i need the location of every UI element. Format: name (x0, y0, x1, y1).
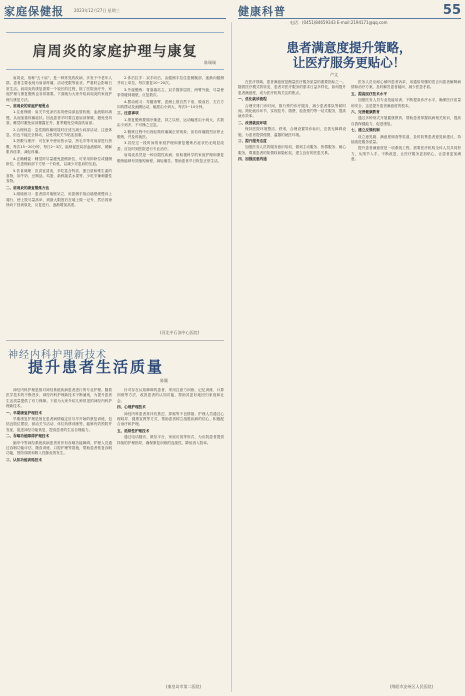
section-heading: 六、完善健康教育 (351, 110, 380, 115)
section-heading: 七、建立反馈机制 (351, 128, 380, 133)
paragraph: 2.体后拉手：双手向后，由健侧手拉住患侧腕部，逐渐向健侧并向上牵拉，每次重复10~20次。 (117, 76, 224, 86)
article1-column-1 (6, 76, 112, 332)
paragraph: 保持医院环境整洁、舒适，合理设置导诊标识，完善无障碍设施，为患者提供便捷、温馨的就医环境。 (238, 127, 346, 137)
section-heading: 三、认知功能训练技术 (6, 457, 42, 462)
paragraph: 提升患者满意度是一项系统工程，需要医疗机构全体人员共同努力，从细节入手，不断改进，让医疗服务更加贴心，让患者更加满意。 (351, 146, 461, 162)
left-header-date: 2023年12月27日 星期三 (74, 7, 120, 13)
section-heading: 三、提升服务态度 (238, 139, 267, 144)
article3-column-2 (351, 80, 461, 678)
paragraph: 医务人员应耐心倾听患者诉求，用通俗易懂的语言向患者解释病情和治疗方案，及时解答患者疑问，减少医患矛盾。 (351, 80, 461, 90)
paragraph: 早期康复护理是指在患者病情稳定后尽早开始的康复训练，包括良肢位摆放、被动关节活动、体位转移训练等，能够有效预防并发症，促进神经功能恢复，提高患者的生活自理能力。 (6, 417, 112, 432)
paragraph: 2.锻炼过程中出现轻微疼痛属正常现象，但若疼痛剧烈应停止锻炼，并及时就医。 (117, 129, 224, 140)
article-divider (6, 340, 224, 341)
paragraph: 3.若经过一段时间的家庭护理和康复锻炼后症状仍无明显改善，应及时到医院进行专业治疗。 (117, 141, 224, 151)
article3-title-line1: 患者满意度提升策略， (286, 40, 412, 55)
right-page-header (238, 3, 461, 19)
paragraph: 脑卒中等神经系统疾病患者常伴有吞咽功能障碍，护理人员通过吞咽功能评估、摄食训练、口腔护理等措施，帮助患者恢复吞咽功能，预防误吸和吸入性肺炎的发生。 (6, 440, 112, 456)
paragraph: 5.饮食调理：饮食宜清淡，多吃富含钙质、蛋白质和维生素的食物，如牛奶、豆制品、鸡蛋、新鲜蔬菜水果等，少吃辛辣刺激性食物。 (6, 168, 112, 184)
paragraph: 3.热敷与理疗：可在家中使用热水袋、热毛巾等对肩部进行热敷，每次15~20分钟，每日2~3次，能够促进局部血液循环，缓解肌肉痉挛，减轻疼痛。 (6, 139, 112, 155)
article1-title-box (6, 32, 224, 70)
article3-title (240, 40, 458, 70)
article2-source: (秦皇岛市第二医院) (166, 684, 202, 689)
paragraph: 肩周炎，俗称"五十肩"，是一种常见的疾病，多发于中老年人群。患者主要表现为肩部疼痛、活动受限等症状，严重时会影响日常生活。肩周炎的康复需要一个较长的过程，除了医院治疗外，家庭护理与康复锻炼也非常重要。下面就为大家介绍肩周炎的家庭护理与康复方法。 (6, 76, 112, 102)
article2-title: 提升患者生活质量 (28, 358, 165, 376)
section-heading: 二、吞咽功能障碍护理技术 (6, 434, 50, 439)
section-heading: 二、肩周炎的康复锻炼方法 (6, 185, 50, 190)
article3-author: 卢文 (330, 72, 338, 77)
section-heading: 一、优化就诊流程 (238, 97, 267, 102)
contact-line: 电话：(0451)84659343 E-mail:2194171@qq.com (290, 20, 388, 25)
right-header-title: 健康科普 (238, 4, 286, 18)
paragraph: 加强医务人员专业技能培训，不断提高诊疗水平，确保医疗质量和安全，这是提升患者满意度的根本。 (351, 98, 461, 108)
column-divider (231, 22, 232, 692)
paragraph: 通过多种形式开展健康教育，帮助患者掌握疾病相关知识，提高自我保健能力，促进康复。 (351, 116, 461, 126)
paragraph: 2.合理休息：急性期疼痛明显时应适当减少肩部活动，注意休息，但也不能完全制动，以免导致关节粘连加重。 (6, 127, 112, 138)
article2-column-2 (117, 388, 224, 678)
paragraph: 1.康复锻炼要循序渐进，持之以恒，运动幅度由小到大，次数由少到多，不可操之过急。 (117, 117, 224, 128)
paragraph: 4.摆动练习：弯腰垂臂，患侧上肢自然下垂，做前后、左右方向的摆动及画圈运动，幅度由小到大，每次5~10分钟。 (117, 99, 224, 110)
paragraph: 通过电话随访、微信平台、家庭访视等形式，为出院患者提供持续的护理指导，确保康复训练的连续性，降低再入院率。 (117, 435, 224, 445)
section-heading: 五、提高医疗技术水平 (351, 91, 387, 96)
paragraph: 设立意见箱、满意度调查等渠道，及时收集患者意见和建议，持续改进服务质量。 (351, 134, 461, 145)
section-heading: 四、心理护理技术 (117, 405, 146, 410)
section-heading: 一、肩周炎的家庭护理要点 (6, 104, 50, 109)
article3-source: (绵阳市安州区人民医院) (390, 684, 434, 689)
article1-author: 陈瑞瑞 (204, 60, 216, 65)
article1-title: 肩周炎的家庭护理与康复 (32, 44, 198, 60)
paragraph: 在医疗领域，患者满意度是衡量医疗服务质量的重要指标之一。随着医疗模式的转变，患者对医疗服务的需求日益多样化，如何提升患者满意度，成为医疗机构关注的焦点。 (238, 80, 346, 95)
paragraph: 合理安排门诊时间，推行预约诊疗服务，减少患者排队等候时间。简化就诊环节，实现挂号、缴费、检查预约等一站式服务，提高就诊效率。 (238, 103, 346, 119)
article1-source: (河北中石油中心医院) (160, 330, 200, 335)
section-heading: 一、早期康复护理技术 (6, 410, 42, 415)
section-heading: 五、延续性护理技术 (117, 428, 150, 433)
paragraph: 肩周炎虽然是一种自限性疾病，但积极科学的家庭护理和康复锻炼能够有效缩短病程，减轻痛苦，帮助患者早日恢复正常生活。 (117, 153, 224, 163)
section-heading: 三、注意事项 (117, 111, 139, 116)
section-heading: 二、改善就医环境 (238, 120, 267, 125)
paragraph: 1.注意保暖：肩关节受凉后容易使局部血管收缩、血液循环减慢，从而加重疼痛症状。因此患者平时要注意肩部保暖，避免受风寒，睡觉时避免肩部暴露在外，夏季避免空调直吹肩部。 (6, 110, 112, 126)
article3-column-1 (238, 80, 346, 684)
article1-column-2 (117, 76, 224, 326)
paragraph: 加强医务人员的服务意识培训，做到主动服务、热情服务、耐心服务，尊重患者的知情权和隐私权，建立良好的医患关系。 (238, 145, 346, 155)
article2-kicker: 神经内科护理新技术 (8, 350, 107, 361)
paragraph: 针对存在认知障碍的患者，采用注意力训练、记忆训练、计算训练等方法，改善患者的认知功能，帮助其更好地回归家庭和社会。 (117, 388, 224, 403)
article2-column-1 (6, 388, 112, 684)
section-heading: 四、加强医患沟通 (238, 157, 267, 162)
article2-author: 陈颖 (160, 378, 168, 383)
paragraph: 神经内科患者常伴有焦虑、抑郁等不良情绪，护理人员通过心理疏导、健康宣教等方式，帮助患者树立战胜疾病的信心，积极配合治疗和护理。 (117, 411, 224, 427)
paragraph: 1.爬墙练习：患者面对墙壁站立，用患侧手指沿墙壁缓慢向上爬行，使上肢尽量高举，到最大限度后在墙上做一记号，然后再徐徐向下回到原处，反复进行，逐渐增加高度。 (6, 192, 112, 207)
left-header-title: 家庭保健报 (4, 4, 64, 18)
page-number: 55 (442, 3, 461, 18)
paragraph: 3.外旋锻炼：背靠墙站立，双手握拳屈肘，两臂外旋，尽量使拳背碰到墙壁，反复数次。 (117, 87, 224, 98)
paragraph: 4.正确睡姿：睡觉时尽量避免患侧卧位，可采用仰卧位或健侧卧位，在患侧肩部下方垫一个软枕，以减少对患肩的压迫。 (6, 156, 112, 167)
paragraph: 神经内科护理是指对神经系统疾病患者进行的专业护理。随着医学技术的不断进步，神经内科护理新技术不断涌现，为提升患者生活质量提供了有力保障。下面为大家介绍几种常见的神经内科护理新技术。 (6, 388, 112, 409)
left-page-header (4, 3, 226, 19)
article3-title-line2: 让医疗服务更贴心！ (292, 55, 406, 70)
